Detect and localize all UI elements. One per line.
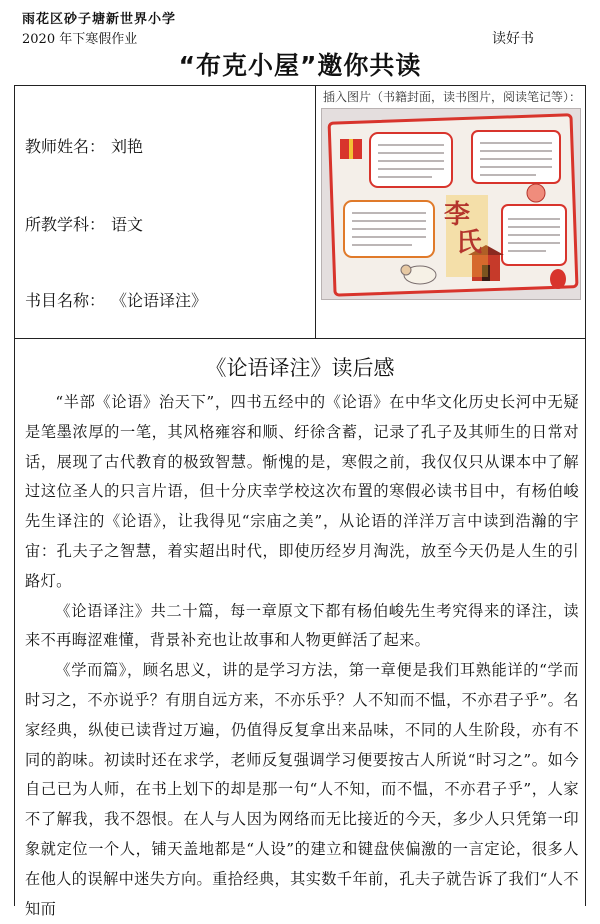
homework-term: 2020 年下寒假作业: [22, 32, 138, 47]
book-label: 书目名称：: [25, 291, 106, 310]
poster-title-char-2: 氏: [456, 228, 483, 258]
teacher-value: 刘艳: [111, 137, 144, 156]
essay-paragraph-1: “半部《论语》治天下”，四书五经中的《论语》在中华文化历史长河中无疑是笔墨浓厚的一笔，其风格雍容和顺、纡徐含蓄，记录了孔子及其师生的日常对话，展现了古代教育的极致智慧。惭愧的是，寒假之前，我仅仅只从课本中了解过这位圣人的只言片语，但十分庆幸学校这次布置的寒假必读书目中，有杨伯峻先生译注的《论语》，让我得见“宗庙之美”，从论语的洋洋万言中读到浩瀚的宇宙：孔夫子之智慧，着实超出时代，即使历经岁月淘洗，放至今天仍是人生的引路灯。: [25, 393, 579, 590]
essay-paragraph-2: 《论语译注》共二十篇，每一章原文下都有杨伯峻先生考究得来的译注，读来不再晦涩难懂，背景补充也让故事和人物更鲜活了起来。: [25, 601, 579, 650]
section-tag: 读好书: [492, 31, 534, 47]
lantern-icon: [550, 269, 566, 289]
book-value: 《论语译注》: [119, 291, 208, 310]
teacher-row: [25, 134, 143, 157]
essay-title: 《论语译注》读后感: [205, 356, 395, 380]
subject-row: [25, 212, 143, 235]
school-name: 雨花区砂子塘新世界小学: [22, 12, 177, 27]
subject-label: 所教学科：: [25, 215, 106, 234]
poster-title-char-1: 李: [444, 200, 471, 230]
image-caption: 插入图片（书籍封面，读书图片，阅读笔记等）：: [323, 90, 582, 104]
page-title: “布克小屋”邀你共读: [178, 51, 422, 80]
reading-poster-image: [321, 108, 581, 300]
essay-body: [25, 388, 579, 924]
teacher-label: 教师姓名：: [25, 137, 106, 156]
row-divider: [15, 338, 585, 339]
worksheet-table: [14, 85, 586, 918]
subject-value: 语文: [111, 215, 144, 234]
pig-cartoon-icon: [527, 184, 545, 202]
column-divider: [315, 86, 316, 338]
essay-paragraph-3: 《学而篇》，顾名思义，讲的是学习方法，第一章便是我们耳熟能详的“学而时习之，不亦说乎？有朋自远方来，不亦乐乎？人不知而不愠，不亦君子乎”。名家经典，纵使已读背过万遍，仍值得反复拿出来品味，不同的人生阶段，亦有不同的韵味。初读时还在求学，老师反复强调学习便要按古人所说“时习之”。如今自己已为人师，在书上划下的却是那一句“人不知，而不愠，不亦君子乎”，人家不了解我，我不怨恨。在人与人因为网络而无比接近的今天，多少人只凭第一印象就定位一个人，铺天盖地都是“人设”的建立和键盘侠偏激的一言定论，很多人在他人的误解中迷失方向。重拾经典，其实数千年前，孔夫子就告诉了我们“人不知而: [25, 661, 579, 918]
book-row: [25, 288, 207, 311]
